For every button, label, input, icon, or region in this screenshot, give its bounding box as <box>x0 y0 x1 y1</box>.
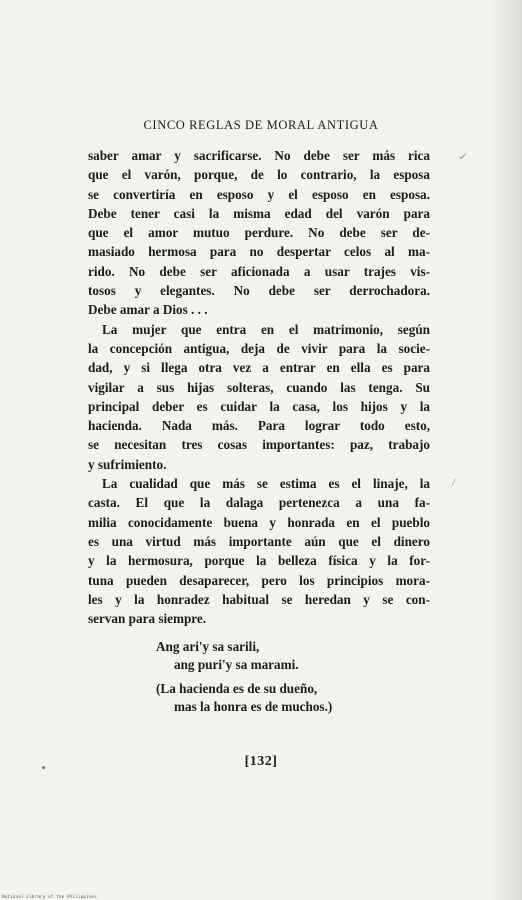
text-line: y la hermosura, porque la belleza física y la for- <box>88 553 430 569</box>
text-line: tuna pueden desaparecer, pero los principios mora- <box>88 572 430 588</box>
text-line: les y la honradez habitual se heredan y se con- <box>88 591 430 607</box>
text-line: Debe tener casi la misma edad del varón para <box>88 205 430 221</box>
text-line: milia conocidamente buena y honrada en el pueblo <box>88 514 430 530</box>
text-line: La cualidad que más se estima es el linaje, la <box>102 476 430 492</box>
text-line: que el varón, porque, de lo contrario, la esposa <box>88 167 430 183</box>
text-line: masiado hermosa para no despertar celos al ma- <box>88 244 430 260</box>
scan-footer: National Library of the Philippines <box>2 895 97 900</box>
verse-line: ang puri'y sa marami. <box>174 657 299 672</box>
margin-mark: / <box>452 478 455 489</box>
text-line: tosos y elegantes. No debe ser derrochadora. <box>88 283 430 299</box>
verse-spanish <box>156 680 406 716</box>
speck <box>42 766 45 769</box>
text-line: se convertiría en esposo y el esposo en esposa. <box>88 186 430 202</box>
text-line: dad, y si llega otra vez a entrar en ella es para <box>88 360 430 376</box>
text-line: la concepción antigua, deja de vivir para la socie- <box>88 340 430 356</box>
verse-line: mas la honra es de muchos.) <box>174 699 333 714</box>
verse-tagalog <box>156 638 406 674</box>
text-line: La mujer que entra en el matrimonio, según <box>102 321 430 337</box>
text-line: servan para siempre. <box>88 611 207 627</box>
body-text <box>88 146 430 628</box>
text-line: es una virtud más importante aún que el dinero <box>88 533 430 549</box>
text-line: que el amor mutuo perdure. No debe ser de- <box>88 225 430 241</box>
text-line: y sufrimiento. <box>88 456 167 472</box>
margin-mark: ✓ <box>458 152 467 163</box>
running-head: CINCO REGLAS DE MORAL ANTIGUA <box>143 118 379 132</box>
page-number: [132] <box>244 754 278 769</box>
text-line: principal deber es cuidar la casa, los hijos y la <box>88 398 430 414</box>
text-line: hacienda. Nada más. Para lograr todo esto, <box>88 418 430 434</box>
verse-line: Ang ari'y sa sarili, <box>156 639 260 654</box>
text-line: se necesitan tres cosas importantes: paz, trabajo <box>88 437 430 453</box>
text-line: Debe amar a Dios . . . <box>88 302 208 318</box>
text-line: rido. No debe ser aficionada a usar trajes vis- <box>88 263 430 279</box>
text-line: casta. El que la dalaga pertenezca a una fa- <box>88 495 430 511</box>
verse-line: (La hacienda es de su dueño, <box>156 681 318 696</box>
text-line: saber amar y sacrificarse. No debe ser más rica <box>88 148 430 163</box>
text-line: vigilar a sus hijas solteras, cuando las tenga. Su <box>88 379 430 395</box>
